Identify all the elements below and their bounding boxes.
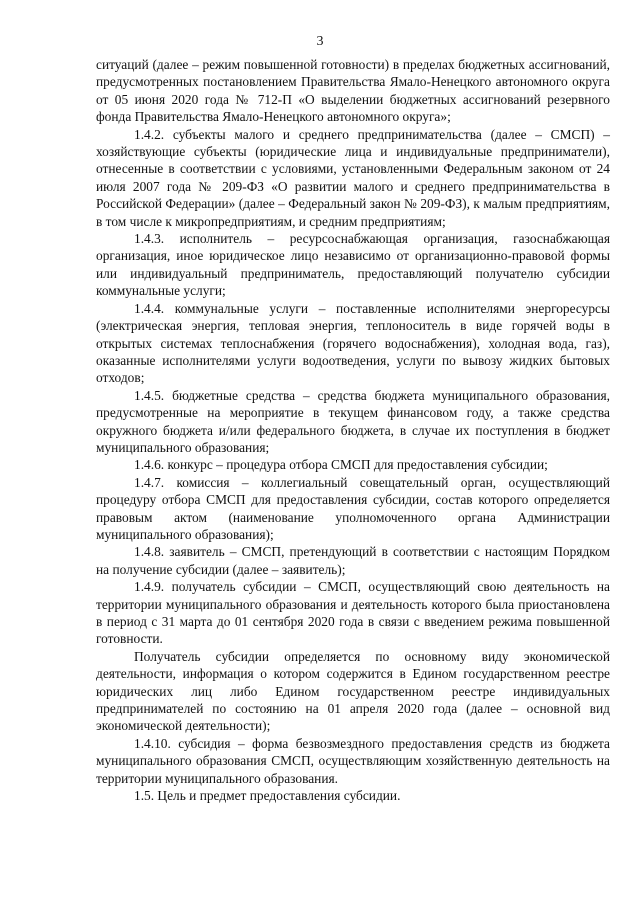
paragraph-1-4-6: 1.4.6. конкурс – процедура отбора СМСП для предоставления субсидии; (134, 457, 548, 473)
paragraph-1-4-3: 1.4.3. исполнитель – ресурсоснабжающая организация, газоснабжающая организация, иное юридическое лицо независимо от организационно-правовой формы или индивидуальный предприниматель, предоставляющий получателю субсидии коммунальные услуги; (96, 231, 610, 299)
paragraph-1-4-10: 1.4.10. субсидия – форма безвозмездного предоставления средств из бюджета муниципального образования СМСП, осуществляющим хозяйственную деятельность на территории муниципального образования. (96, 735, 610, 786)
paragraph-1-4-7: 1.4.7. комиссия – коллегиальный совещательный орган, осуществляющий процедуру отбора СМСП для предоставления субсидии, состав которого определяется правовым актом (наименование уполномоченного органа Администрации муниципального образования); (96, 474, 610, 542)
paragraph-recipient: Получатель субсидии определяется по основному виду экономической деятельности, информация о котором содержится в Едином государственном реестре юридических лиц либо Едином государственном реестре индивидуальных предпринимателей по состоянию на 01 апреля 2020 года (далее – основной вид экономической деятельности); (96, 648, 610, 734)
paragraph-1-5: 1.5. Цель и предмет предоставления субсидии. (134, 788, 401, 804)
page-number: 3 (316, 34, 324, 49)
paragraph-intro: ситуаций (далее – режим повышенной готовности) в пределах бюджетных ассигнований, предусмотренных постановлением Правительства Ямало-Ненецкого автономного округа от 05 июня 2020 года № 712-П «О выделении бюджетных ассигнований резервного фонда Правительства Ямало-Ненецкого автономного округа»; (96, 57, 610, 125)
paragraph-1-4-4: 1.4.4. коммунальные услуги – поставленные исполнителями энергоресурсы (электрическая энергия, тепловая энергия, теплоноситель в виде горячей воды в открытых системах теплоснабжения (горячего водоснабжения), холодная вода, газ), оказанные исполнителями услуги водоотведения, услуги по вывозу жидких бытовых отходов; (96, 300, 610, 386)
paragraph-1-4-2: 1.4.2. субъекты малого и среднего предпринимательства (далее – СМСП) – хозяйствующие субъекты (юридические лица и индивидуальные предприниматели), отнесенные в соответствии с условиями, установленными Федеральным законом от 24 июля 2007 года № 209-ФЗ «О развитии малого и среднего предпринимательства в Российской Федерации» (далее – Федеральный закон № 209-ФЗ), к малым предприятиям, в том числе к микропредприятиям, и средним предприятиям; (96, 126, 610, 229)
paragraph-1-4-9: 1.4.9. получатель субсидии – СМСП, осуществляющий свою деятельность на территории муниципального образования и деятельность которого была приостановлена в период с 31 марта до 01 сентября 2020 года в связи с введением режима повышенной готовности. (96, 579, 610, 647)
paragraph-1-4-5: 1.4.5. бюджетные средства – средства бюджета муниципального образования, предусмотренные на мероприятие в текущем финансовом году, а также средства окружного бюджета и/или федерального бюджета, в случае их поступления в бюджет муниципального образования; (96, 387, 610, 455)
paragraph-1-4-8: 1.4.8. заявитель – СМСП, претендующий в соответствии с настоящим Порядком на получение субсидии (далее – заявитель); (96, 544, 610, 577)
document-body (96, 56, 610, 804)
